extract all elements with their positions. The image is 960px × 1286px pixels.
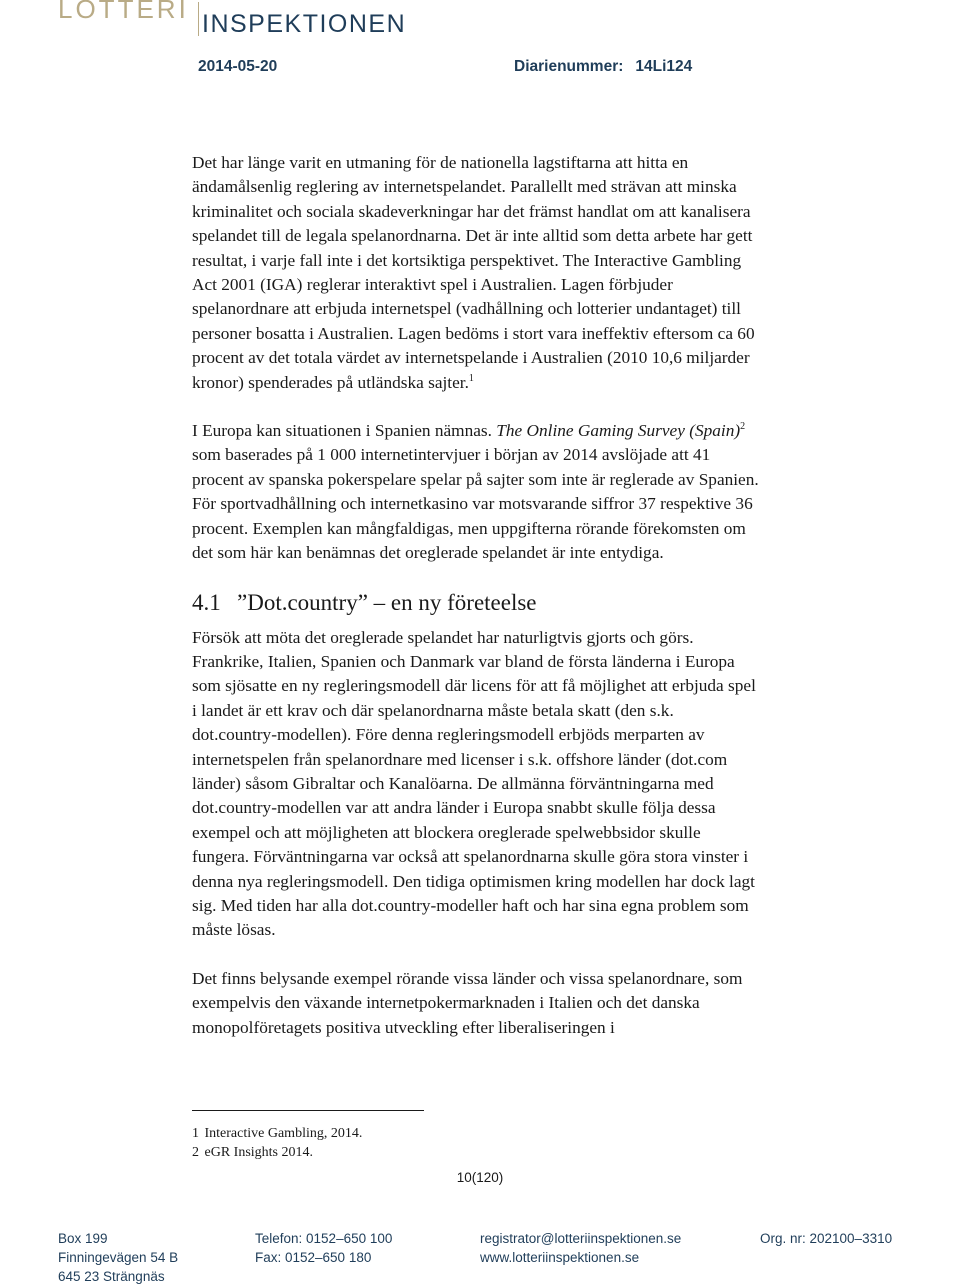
footnote-2 <box>192 1143 362 1162</box>
footer-org-number <box>760 1229 892 1248</box>
footnote-1-text: Interactive Gambling, 2014. <box>204 1126 363 1141</box>
diary-number-line <box>514 58 692 76</box>
footer-fax: Fax: 0152–650 180 <box>255 1250 372 1265</box>
footer-address-line: Box 199 <box>58 1231 108 1246</box>
footer-telephone: Telefon: 0152–650 100 <box>255 1231 393 1246</box>
footnote-ref-1[interactable]: 1 <box>468 372 474 384</box>
paragraph-2-rest: som baserades på 1 000 internetintervjuer i början av 2014 avslöjade att 41 procent av spanska pokerspelare spelar på sajter som inte är reglerade av Spanien. För sportvadhållning och internetkasino var motsvarande siffror 37 respektive 36 procent. Exemplen kan mångfaldigas, men uppgifterna rörande förekomsten om det som här kan benämnas det oreglerade spelandet är inte entydiga. <box>192 445 759 563</box>
page-number: 10(120) <box>456 1170 504 1185</box>
paragraph-1-text: Det har länge varit en utmaning för de nationella lagstiftarna att hitta en ändamålsenlig reglering av internetspelandet. Parallellt med strävan att minska kriminalitet och sociala skadeverkningar har det främst handlat om att kanalisera spelandet till de legala spelanordnarna. Det är inte alltid som detta arbete har gett resultat, i varje fall inte i det kortsiktiga perspektivet. The Interactive Gambling Act 2001 (IGA) reglerar interaktivt spel i Australien. Lagen förbjuder spelanordnare att erbjuda internetspel (vadhållning och lotterier undantaget) till personer bosatta i Australien. Lagen bedöms i stort vara ineffektiv eftersom ca 60 procent av det totala värdet av internetspelande i Australien (2010 10,6 miljarder kronor) spenderades på utländska sajter. <box>192 153 755 392</box>
footer-contact <box>480 1229 681 1267</box>
logo-lotteri-text: LOTTERI <box>58 0 189 24</box>
footer-address <box>58 1229 178 1286</box>
footnote-ref-2[interactable]: 2 <box>740 421 746 433</box>
paragraph-2-start: I Europa kan situationen i Spanien nämnas. <box>192 421 492 441</box>
paragraph-1 <box>192 151 762 395</box>
footer-website-link[interactable]: www.lotteriinspektionen.se <box>480 1250 640 1265</box>
paragraph-3: Försök att möta det oreglerade spelandet har naturligtvis gjorts och görs. Frankrike, Italien, Spanien och Danmark var bland de första länderna i Europa som sjösatte en ny regleringsmodell där licens för att få möjlighet att erbjuda spel i landet är ett krav och där spelanordnarna måste betala skatt (den s.k. dot.country-modellen). Före denna regleringsmodell erbjöds merparten av internetspelen från spelanordnare med licenser i s.k. offshore länder (dot.com länder) såsom Gibraltar och Kanalöarna. De allmänna förväntningarna med dot.country-modellen var att andra länder i Europa snabbt skulle följa dessa exempel och att möjligheten att blockera oreglerade spelwebbsidor skulle fungera. Förväntningarna var också att spelanordnarna skulle göra stora vinster i denna nya regleringsmodell. Den tidiga optimismen kring modellen har dock lagt sig. Med tiden har alla dot.country-modeller haft och har sina egna problem som måste lösas. <box>192 627 756 940</box>
diary-number-value: 14Li124 <box>635 58 693 75</box>
footnotes <box>192 1124 362 1162</box>
diary-number-label: Diarienummer: <box>514 58 624 75</box>
footer-email-link[interactable]: registrator@lotteriinspektionen.se <box>480 1231 682 1246</box>
section-title: ”Dot.country” – en ny företeelse <box>237 589 537 615</box>
footnote-2-number: 2 <box>192 1145 199 1160</box>
paragraph-2-survey-title: The Online Gaming Survey (Spain) <box>496 421 741 441</box>
paragraph-4: Det finns belysande exempel rörande vissa länder och vissa spelanordnare, som exempelvis den växande internetpokermarknaden i Italien och det danska monopolföretagets positiva utveckling efter liberaliseringen i <box>192 968 743 1037</box>
paragraph-2 <box>192 419 762 565</box>
footer-org-number-text: Org. nr: 202100–3310 <box>760 1231 893 1246</box>
footer-address-line: Finningevägen 54 B <box>58 1250 179 1265</box>
document-body <box>192 151 762 1040</box>
footnote-2-text: eGR Insights 2014. <box>204 1145 313 1160</box>
logo-inspektionen-text: INSPEKTIONEN <box>202 10 407 38</box>
footer-phone <box>255 1229 392 1267</box>
document-date: 2014-05-20 <box>198 58 278 75</box>
logo-divider <box>198 2 199 36</box>
section-heading <box>192 588 762 618</box>
footnote-1-number: 1 <box>192 1126 199 1141</box>
footnote-1 <box>192 1124 362 1143</box>
footnote-separator <box>192 1110 424 1111</box>
section-number: 4.1 <box>192 589 221 615</box>
footer-address-line: 645 23 Strängnäs <box>58 1269 165 1284</box>
